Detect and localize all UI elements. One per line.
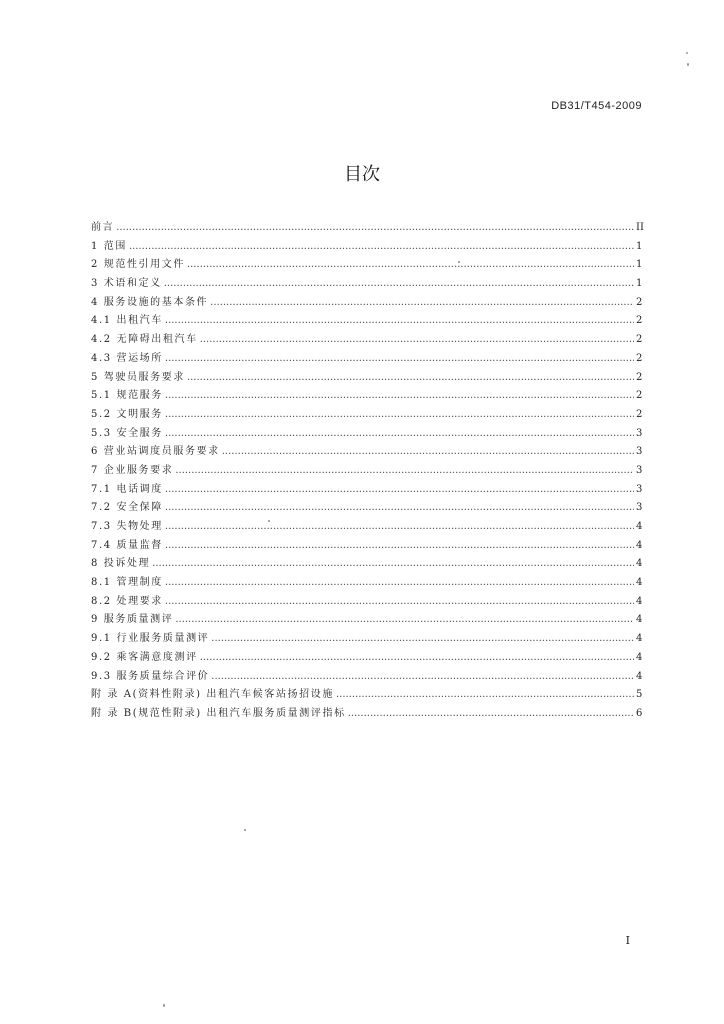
toc-entry-page: 4 — [636, 558, 643, 570]
toc-entry-page: 2 — [636, 352, 643, 364]
toc-entry-page: 6 — [636, 707, 643, 719]
toc-entry-title: 5.3 安全服务 — [91, 427, 163, 439]
scan-speck — [163, 1004, 165, 1007]
toc-entry[interactable] — [91, 462, 642, 481]
toc-entry-title: 9.3 服务质量综合评价 — [91, 670, 210, 682]
toc-entry[interactable] — [91, 481, 642, 500]
toc-entry-page: 2 — [636, 334, 643, 346]
toc-dot-leader — [187, 369, 634, 388]
toc-entry-title: 附 录 B(规范性附录) 出租汽车服务质量测评指标 — [91, 707, 346, 719]
toc-entry-page: 3 — [636, 427, 643, 439]
toc-entry-title: 7.3 失物处理 — [91, 521, 163, 532]
toc-entry[interactable] — [91, 593, 642, 612]
toc-entry-page: 4 — [636, 521, 643, 532]
toc-entry-page: 1 — [636, 259, 643, 271]
toc-dot-leader — [165, 350, 634, 369]
toc-entry[interactable] — [91, 668, 642, 687]
scan-speck — [686, 52, 688, 54]
scan-speck — [268, 520, 270, 522]
toc-dot-leader — [165, 425, 634, 444]
toc-entry-title: 7.4 质量监督 — [91, 539, 163, 551]
toc-dot-leader — [165, 518, 634, 537]
toc-entry-page: 4 — [636, 614, 643, 626]
toc-dot-leader — [200, 331, 634, 350]
toc-entry-page: 1 — [636, 240, 643, 252]
toc-dot-leader — [165, 593, 634, 612]
scan-speck — [244, 829, 246, 831]
toc-entry-page: II — [636, 222, 644, 233]
toc-entry-title: 前言 — [91, 222, 115, 233]
scan-speck — [458, 261, 460, 263]
toc-entry-title: 8 投诉处理 — [91, 558, 151, 570]
toc-dot-leader — [187, 256, 634, 275]
toc-entry[interactable] — [91, 256, 642, 275]
toc-dot-leader — [165, 387, 634, 406]
toc-entry[interactable] — [91, 294, 642, 313]
toc-dot-leader — [200, 649, 634, 668]
toc-entry-page: 1 — [636, 278, 643, 290]
toc-dot-leader — [165, 312, 634, 331]
toc-entry-title: 6 营业站调度员服务要求 — [91, 446, 220, 458]
toc-entry[interactable] — [91, 443, 642, 462]
toc-entry[interactable] — [91, 537, 642, 556]
toc-entry-title: 4 服务设施的基本条件 — [91, 296, 209, 308]
toc-entry-page: 5 — [636, 689, 643, 701]
toc-entry[interactable] — [91, 611, 642, 630]
toc-entry-title: 5 驾驶员服务要求 — [91, 371, 185, 383]
toc-entry[interactable] — [91, 518, 642, 537]
toc-entry-title: 4.1 出租汽车 — [91, 315, 163, 327]
toc-entry-page: 4 — [636, 539, 643, 551]
toc-entry[interactable] — [91, 369, 642, 388]
toc-entry-title: 7 企业服务要求 — [91, 464, 174, 476]
page-number: I — [625, 934, 630, 947]
toc-entry-page: 4 — [636, 670, 643, 682]
toc-entry-page: 2 — [636, 371, 643, 383]
toc-entry-title: 8.1 管理制度 — [91, 577, 163, 589]
toc-entry[interactable] — [91, 686, 642, 705]
toc-entry-page: 4 — [636, 577, 643, 589]
toc-entry[interactable] — [91, 630, 642, 649]
toc-entry-page: 4 — [636, 633, 643, 645]
toc-dot-leader — [222, 443, 634, 462]
toc-entry[interactable] — [91, 238, 642, 257]
toc-dot-leader — [210, 294, 634, 313]
toc-entry-title: 9 服务质量测评 — [91, 614, 174, 626]
toc-entry[interactable] — [91, 406, 642, 425]
toc-entry-title: 附 录 A(资料性附录) 出租汽车候客站扬招设施 — [91, 689, 334, 701]
toc-entry-title: 4.2 无障碍出租汽车 — [91, 334, 198, 346]
toc-entry[interactable] — [91, 219, 642, 238]
toc-entry-page: 4 — [636, 651, 643, 663]
toc-entry-title: 9.1 行业服务质量测评 — [91, 633, 210, 645]
toc-dot-leader — [175, 611, 634, 630]
toc-dot-leader — [164, 275, 634, 294]
toc-entry[interactable] — [91, 499, 642, 518]
toc-dot-leader — [165, 537, 634, 556]
toc-entry-page: 2 — [636, 315, 643, 327]
toc-entry-page: 2 — [636, 296, 643, 308]
toc-dot-leader — [129, 238, 634, 257]
toc-entry-page: 3 — [636, 502, 643, 514]
toc-entry-page: 2 — [636, 390, 643, 402]
toc-dot-leader — [165, 481, 634, 500]
toc-entry-page: 3 — [636, 483, 643, 495]
toc-entry-page: 3 — [636, 446, 643, 458]
toc-dot-leader — [211, 630, 634, 649]
toc-dot-leader — [165, 406, 634, 425]
toc-entry-title: 2 规范性引用文件 — [91, 259, 185, 271]
toc-title: 目次 — [344, 164, 380, 185]
toc-entry-page: 2 — [636, 408, 643, 420]
toc-dot-leader — [165, 574, 634, 593]
toc-entry[interactable] — [91, 705, 642, 724]
toc-entry-page: 3 — [636, 464, 643, 476]
toc-entry-title: 9.2 乘客满意度测评 — [91, 651, 198, 663]
toc-entry[interactable] — [91, 312, 642, 331]
toc-entry[interactable] — [91, 275, 642, 294]
toc-dot-leader — [165, 499, 634, 518]
toc-entry[interactable] — [91, 574, 642, 593]
toc-dot-leader — [152, 555, 634, 574]
toc-dot-leader — [336, 686, 634, 705]
table-of-contents — [91, 219, 642, 724]
document-code: DB31/T454-2009 — [551, 100, 642, 112]
toc-dot-leader — [211, 668, 634, 687]
toc-entry-title: 3 术语和定义 — [91, 278, 162, 290]
toc-entry-title: 7.1 电话调度 — [91, 483, 163, 495]
toc-dot-leader — [116, 219, 634, 238]
toc-entry[interactable] — [91, 425, 642, 444]
toc-entry-title: 5.1 规范服务 — [91, 390, 163, 402]
toc-entry-title: 8.2 处理要求 — [91, 595, 163, 607]
toc-entry-title: 4.3 营运场所 — [91, 352, 163, 364]
toc-entry[interactable] — [91, 331, 642, 350]
toc-dot-leader — [175, 462, 634, 481]
toc-entry-title: 1 范围 — [91, 240, 127, 252]
toc-entry-title: 5.2 文明服务 — [91, 408, 163, 420]
scan-speck — [687, 63, 689, 66]
toc-entry[interactable] — [91, 649, 642, 668]
toc-entry[interactable] — [91, 350, 642, 369]
toc-dot-leader — [348, 705, 634, 724]
toc-entry-title: 7.2 安全保障 — [91, 502, 163, 514]
toc-entry[interactable] — [91, 555, 642, 574]
toc-entry-page: 4 — [636, 595, 643, 607]
toc-entry[interactable] — [91, 387, 642, 406]
